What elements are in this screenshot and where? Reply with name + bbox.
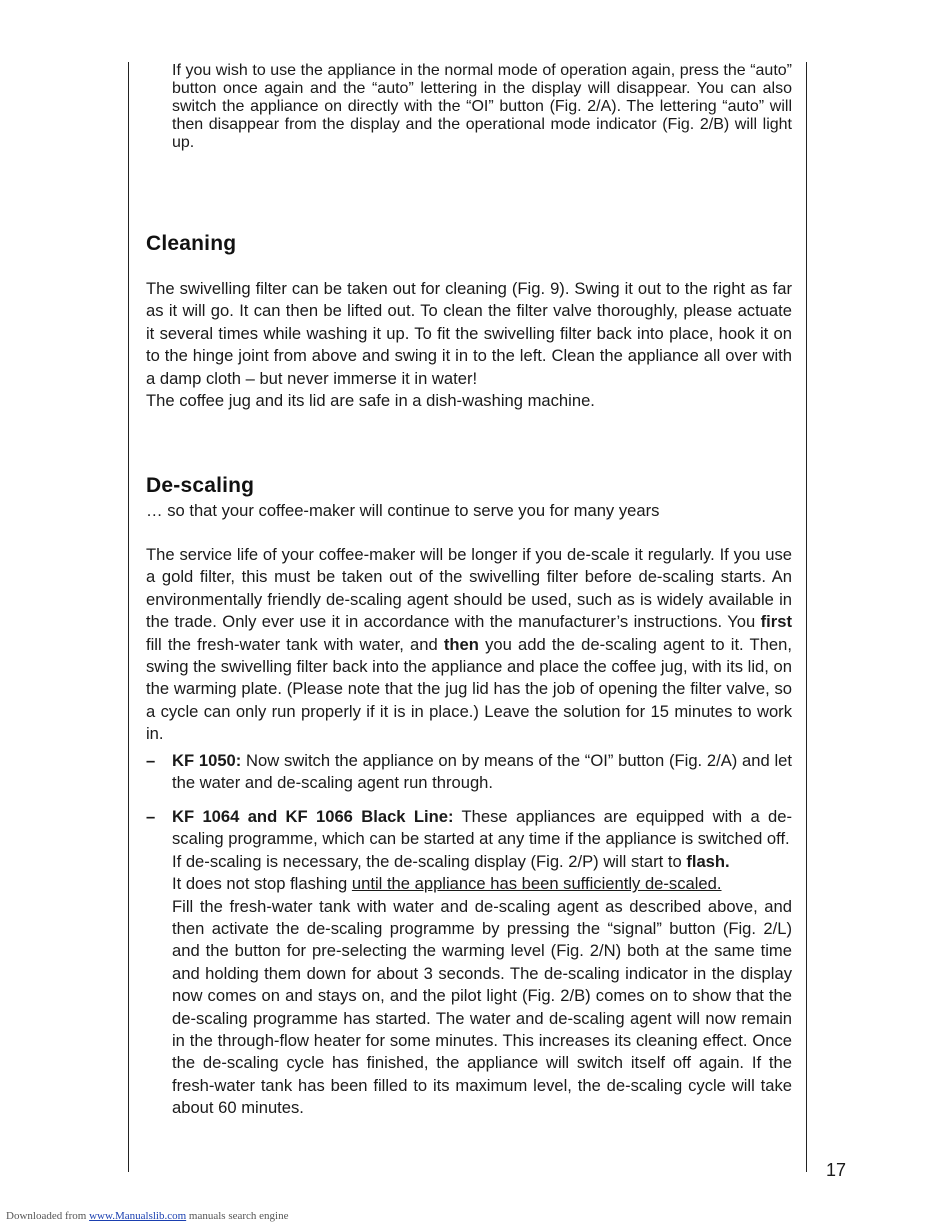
flashing-sentence: It does not stop flashing bbox=[172, 874, 352, 894]
list-dash: – bbox=[146, 751, 156, 770]
descaling-subtitle-block bbox=[146, 500, 792, 522]
model-label: KF 1064 and KF 1066 Black Line: bbox=[172, 807, 454, 826]
descaling-body bbox=[146, 544, 792, 746]
model-label: KF 1050: bbox=[172, 751, 242, 770]
list-item-text: Now switch the appliance on by means of the “OI” button (Fig. 2/A) and let the water and de-scaling agent run through. bbox=[172, 751, 793, 793]
list-item-text: These appliances are equipped with a de-scaling programme, which can be started at any time if the appliance is switched off. bbox=[172, 807, 792, 849]
descaling-heading: De-scaling bbox=[146, 474, 255, 497]
cleaning-paragraph: The swivelling filter can be taken out for cleaning (Fig. 9). Swing it out to the right as far as it will go. It can then be lifted out. To clean the filter valve thoroughly, please actuate it several times while washing it up. To fit the swivelling filter back into place, hook it on to the hinge joint from above and swing it in to the left. Clean the appliance all over with a damp cloth – but never immerse it in water! bbox=[146, 279, 792, 388]
underlined-condition: until the appliance has been sufficiently de-scaled. bbox=[351, 874, 722, 894]
descaling-text-3: you add the de-scaling agent to it. Then, swing the swivelling filter back into the appliance and place the coffee jug, with its lid, on the warming plate. (Please note that the jug lid has the job of opening the filter valve, so a cycle can only run properly if it is in place.) Leave the solution for 15 minutes to work in. bbox=[146, 634, 792, 744]
flash-sentence: If de-scaling is necessary, the de-scaling display (Fig. 2/P) will start to bbox=[172, 851, 687, 871]
intro-paragraph: If you wish to use the appliance in the normal mode of operation again, press the “auto” button once again and the “auto” lettering in the display will disappear. You can also switch the appliance on directly with the “OI” button (Fig. 2/A). The lettering “auto” will then disappear from the display and the operational mode indicator (Fig. 2/B) will light up. bbox=[172, 62, 792, 151]
descaling-subtitle: … so that your coffee-maker will continue to serve you for many years bbox=[146, 501, 660, 520]
cleaning-heading: Cleaning bbox=[146, 232, 237, 255]
descaling-bold-first: first bbox=[760, 612, 792, 632]
footer-prefix: Downloaded from bbox=[6, 1210, 90, 1222]
page-number: 17 bbox=[826, 1160, 847, 1180]
list-item-kf1064 bbox=[146, 806, 792, 1120]
descaling-procedure-text: Fill the fresh-water tank with water and de-scaling agent as described above, and then activate the de-scaling programme by pressing the “signal” button (Fig. 2/L) and the button for pre-selecting the warming level (Fig. 2/N) both at the same time and holding them down for about 3 seconds. The de-scaling indicator in the display now comes on and stays on, and the pilot light (Fig. 2/B) comes on to show that the de-scaling programme has started. The water and de-scaling agent will now remain in the through-flow heater for some minutes. This increases its cleaning effect. Once the de-scaling cycle has finished, the appliance will switch itself off again. If the fresh-water tank has been filled to its maximum level, the de-scaling cycle will take about 60 minutes. bbox=[172, 896, 792, 1118]
footer-suffix: manuals search engine bbox=[186, 1210, 289, 1222]
list-dash: – bbox=[146, 807, 156, 826]
manualslib-link[interactable]: www.Manualslib.com bbox=[89, 1210, 187, 1222]
cleaning-jug-note: The coffee jug and its lid are safe in a dish-washing machine. bbox=[146, 391, 595, 411]
right-margin-rule bbox=[806, 62, 807, 1172]
list-item-kf1050 bbox=[146, 750, 792, 795]
flash-bold: flash. bbox=[686, 851, 730, 871]
descaling-paragraph bbox=[146, 544, 792, 746]
descaling-bold-then: then bbox=[443, 634, 479, 654]
descaling-text-1: The service life of your coffee-maker will be longer if you de-scale it regularly. If you use a gold filter, this must be taken out of the swivelling filter before de-scaling starts. An environmentally friendly de-scaling agent should be used, such as is widely available in the trade. Only ever use it in accordance with the manufacturer’s instructions. You bbox=[146, 545, 792, 632]
cleaning-section bbox=[146, 278, 792, 412]
left-margin-rule bbox=[128, 62, 129, 1172]
download-footer bbox=[6, 1210, 288, 1222]
descaling-text-2: fill the fresh-water tank with water, and bbox=[146, 634, 444, 654]
